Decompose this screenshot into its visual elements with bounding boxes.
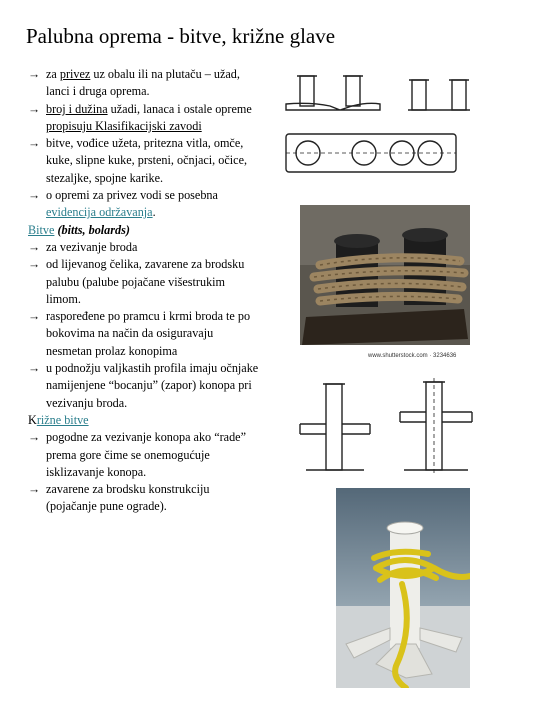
arrow-bullet-icon: →	[28, 188, 41, 203]
paragraph-rasporedene: → raspoređene po pramcu i krmi broda te po bokovima na način da osiguravaju nesmetan prolaz konopima	[28, 309, 251, 358]
photo-watermark: www.shutterstock.com · 3234636	[368, 353, 457, 359]
paragraph-privez: → za privez uz obalu ili na plutaču – užad, lanci i druga oprema.	[28, 67, 240, 99]
text-column	[28, 66, 260, 516]
paragraph-zavarene: → zavarene za brodsku konstrukciju (pojačanje pune ograde).	[28, 482, 210, 514]
paragraph-vezivanje: → za vezivanje broda	[28, 239, 260, 256]
page-title: Palubna oprema - bitve, križne glave	[26, 24, 336, 48]
arrow-bullet-icon: →	[28, 257, 41, 272]
underlined-privez: privez	[59, 67, 91, 81]
paragraph-podnozje: → u podnožju valjkastih profila imaju očnjake namijenjene “bocanju” (zapor) konopa pri vezivanju broda.	[28, 361, 259, 410]
krizne-bitve-heading: Križne bitve	[28, 412, 89, 427]
bitve-heading-link[interactable]: Bitve	[28, 222, 55, 237]
arrow-bullet-icon: →	[28, 430, 41, 445]
paragraph-pogodne: → pogodne za vezivanje konopa ako “rade” prema gore čime se onemogućuje isklizavanje konopa.	[28, 430, 246, 479]
arrow-bullet-icon: →	[28, 482, 41, 497]
cross-bitt-technical-drawing	[296, 378, 476, 478]
paragraph-celik: → od lijevanog čelika, zavarene za brodsku palubu (palube pojačane višestrukim limom.	[28, 257, 245, 306]
arrow-bullet-icon: →	[28, 101, 41, 116]
paragraph-broj-duzina: → broj i dužina užadi, lanaca i ostale opreme propisuju Klasifikacijski zavodi	[28, 101, 252, 133]
arrow-bullet-icon: →	[28, 136, 41, 151]
evidencija-link[interactable]: evidencija održavanja	[46, 205, 153, 220]
krizne-bitve-link[interactable]: rižne bitve	[36, 412, 89, 427]
cross-bitt-rope-photo	[336, 488, 470, 688]
arrow-bullet-icon: →	[28, 361, 41, 376]
arrow-bullet-icon: →	[28, 239, 41, 254]
paragraph-evidencija: → o opremi za privez vodi se posebna evidencija održavanja.	[28, 188, 218, 220]
arrow-bullet-icon: →	[28, 309, 41, 324]
bitt-technical-drawing	[282, 66, 472, 176]
arrow-bullet-icon: →	[28, 67, 41, 81]
bitve-heading: Bitve (bitts, bolards)	[28, 222, 130, 237]
bollard-rope-photo	[300, 205, 470, 353]
paragraph-equipment-list: → bitve, vođice užeta, pritezna vitla, omče, kuke, slipne kuke, prsteni, očnjaci, očice, stezaljke, spojne karike.	[28, 136, 248, 185]
